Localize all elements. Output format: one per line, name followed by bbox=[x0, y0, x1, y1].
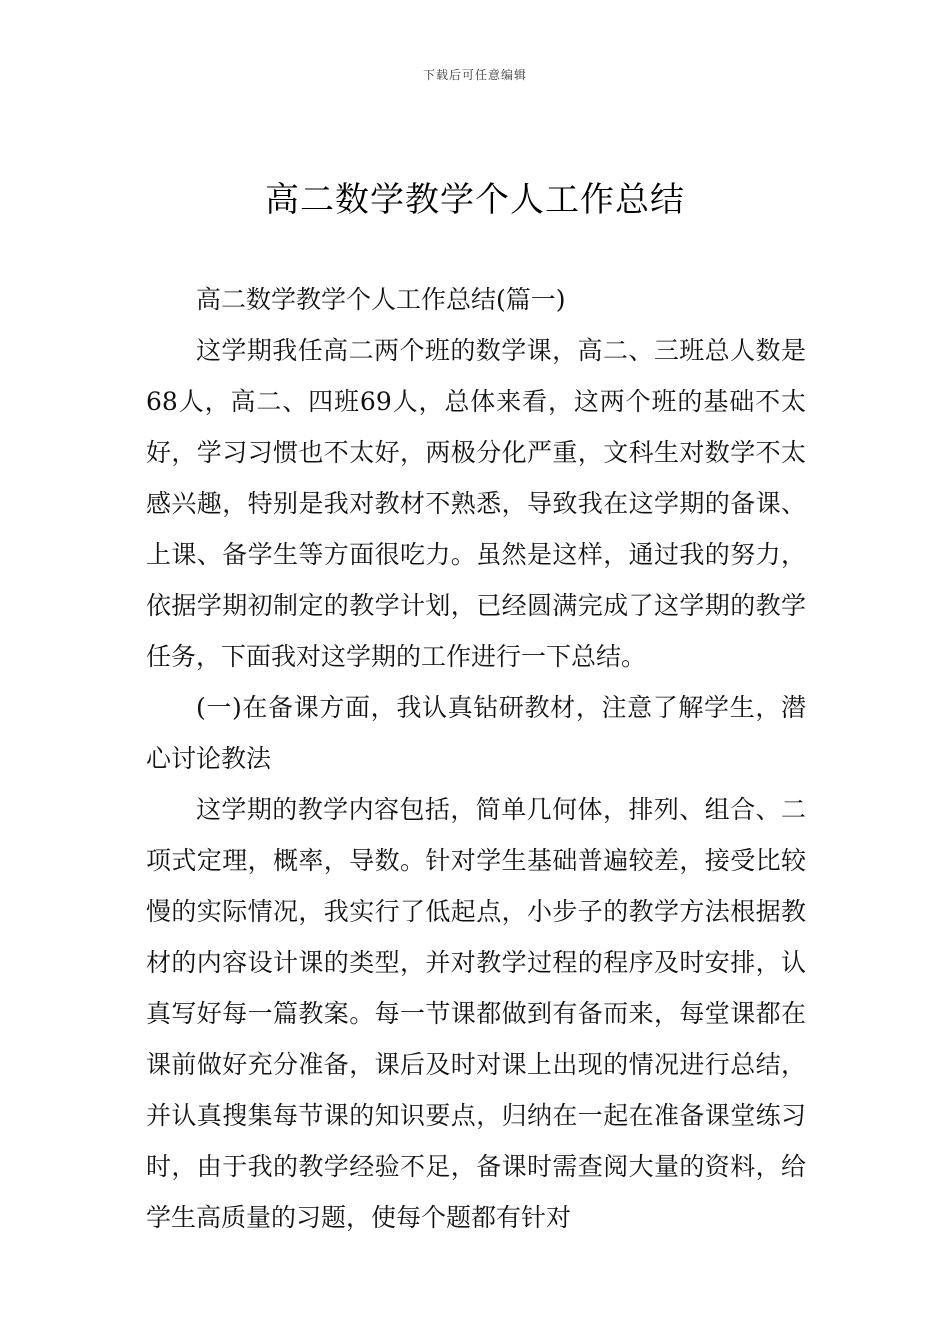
paragraph-section-heading: (一)在备课方面，我认真钻研教材，注意了解学生，潜心讨论教法 bbox=[146, 693, 806, 773]
document-title: 高二数学教学个人工作总结 bbox=[265, 180, 685, 220]
paragraph-lesson-prep: 这学期的教学内容包括，简单几何体，排列、组合、二项式定理，概率，导数。针对学生基础普遍较差，接受比较慢的实际情况，我实行了低起点，小步子的教学方法根据教材的内容设计课的类型，并对教学过程的程序及时安排，认真写好每一篇教案。每一节课都做到有备而来，每堂课都在课前做好充分准备，课后及时对课上出现的情况进行总结，并认真搜集每节课的知识要点，归纳在一起在准备课堂练习时，由于我的教学经验不足，备课时需查阅大量的资料，给学生高质量的习题，使每个题都有针对 bbox=[146, 795, 806, 1232]
section-subtitle: 高二数学教学个人工作总结(篇一) bbox=[196, 285, 566, 314]
document-body bbox=[146, 274, 806, 1243]
paragraph-intro: 这学期我任高二两个班的数学课，高二、三班总人数是68人，高二、四班69人，总体来看，这两个班的基础不太好，学习习惯也不太好，两极分化严重，文科生对数学不太感兴趣，特别是我对教材不熟悉，导致我在这学期的备课、上课、备学生等方面很吃力。虽然是这样，通过我的努力，依据学期初制定的教学计划，已经圆满完成了这学期的教学任务，下面我对这学期的工作进行一下总结。 bbox=[146, 336, 806, 671]
page-header-note: 下载后可任意编辑 bbox=[422, 68, 527, 82]
